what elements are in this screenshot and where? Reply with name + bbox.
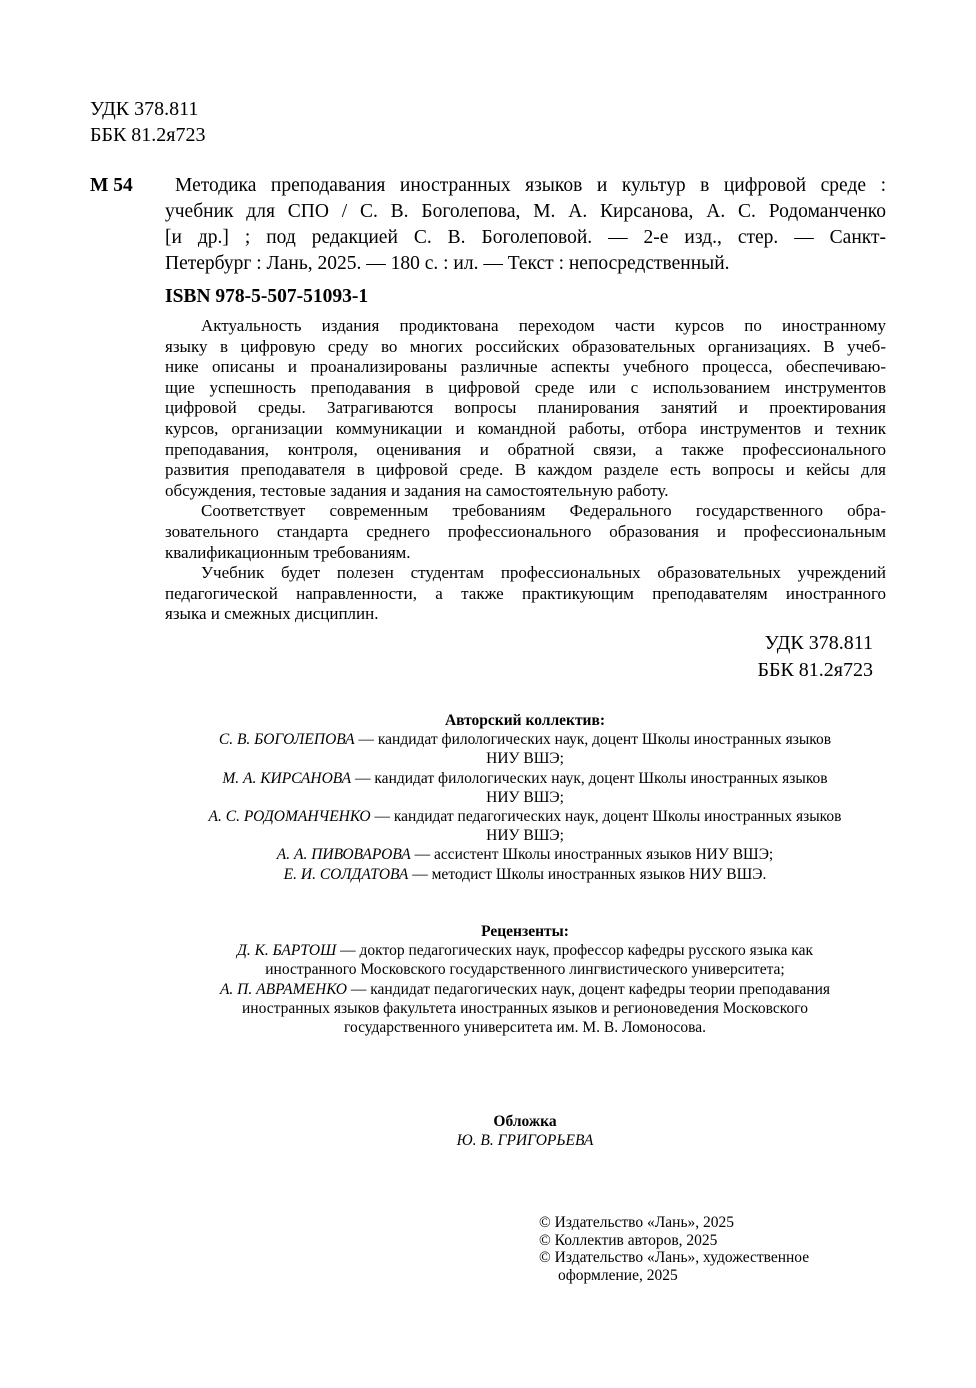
copyright-line: © Издательство «Лань», 2025	[539, 1214, 735, 1231]
author-desc: — ассистент Школы иностранных языков НИУ ВШЭ;	[410, 846, 774, 864]
biblio-line: Методика преподавания иностранных языков и культур в цифровой среде :	[175, 175, 886, 196]
author-desc: — кандидат филологических наук, доцент Школы иностранных языков	[354, 731, 832, 749]
cover-designer: Ю. В. ГРИГОРЬЕВА	[456, 1132, 594, 1150]
bibliographic-description	[165, 173, 886, 277]
author-name: А. С. РОДОМАНЧЕНКО	[208, 808, 371, 826]
annotation-line: развития преподавателя в цифровой среде. В каждом разделе есть вопросы и кейсы для	[165, 460, 886, 480]
author-desc: — кандидат педагогических наук, доцент Школы иностранных языков	[370, 808, 842, 826]
reviewer-name: Д. К. БАРТОШ	[237, 942, 337, 960]
annotation-line: Соответствует современным требованиям Федерального государственного обра-	[201, 501, 886, 521]
author-name: С. В. БОГОЛЕПОВА	[218, 731, 355, 749]
authors-heading: Авторский коллектив:	[444, 712, 606, 729]
annotation-line: квалификационным требованиям.	[165, 542, 411, 562]
biblio-line: [и др.] ; под редакцией С. В. Боголеповой. — 2-е изд., стер. — Санкт-	[165, 227, 886, 248]
copyright-line: оформление, 2025	[558, 1266, 678, 1284]
author-entry	[90, 845, 960, 864]
author-name: А. А. ПИВОВАРОВА	[276, 846, 411, 864]
author-desc-cont: НИУ ВШЭ;	[486, 750, 564, 768]
reviewers-section	[90, 922, 960, 1037]
copyright-line: © Коллектив авторов, 2025	[539, 1231, 718, 1249]
biblio-line: учебник для СПО / С. В. Боголепова, М. А. Кирсанова, А. С. Родоманченко	[165, 201, 886, 222]
copyright-line: © Издательство «Лань», художественное	[539, 1249, 810, 1266]
annotation-line: преподавания, контроля, оценивания и обратной связи, а также профессионального	[165, 439, 886, 459]
annotation-line: курсов, организации коммуникации и командной работы, отбора инструментов и техник	[165, 418, 886, 438]
annotation-line: зовательного стандарта среднего профессионального образования и профессиональным	[165, 521, 886, 541]
reviewer-entry	[90, 980, 960, 999]
reviewer-name: А. П. АВРАМЕНКО	[219, 980, 347, 998]
author-entry	[90, 865, 960, 884]
bbk-code-right: ББК 81.2я723	[757, 659, 873, 681]
annotation-line: нике описаны и проанализированы различные аспекты учебного процесса, обеспечиваю-	[165, 357, 886, 377]
annotation-line: языка и смежных дисциплин.	[165, 604, 379, 624]
annotation-line: щие успешность преподавания в цифровой среде или с использованием инструментов	[165, 377, 886, 397]
annotation-line: языку в цифровую среду во многих российских образовательных организациях. В учеб-	[165, 336, 886, 356]
reviewers-heading: Рецензенты:	[481, 923, 569, 940]
udk-code-right: УДК 378.811	[764, 632, 873, 654]
reviewer-desc-cont: иностранного Московского государственного лингвистического университета;	[265, 961, 785, 979]
author-name: Е. И. СОЛДАТОВА	[283, 865, 409, 883]
author-desc-cont: НИУ ВШЭ;	[486, 788, 564, 806]
author-entry	[90, 769, 960, 788]
annotation-line: обсуждения, тестовые задания и задания на самостоятельную работу.	[165, 480, 669, 500]
author-desc: — методист Школы иностранных языков НИУ ВШЭ.	[408, 865, 767, 883]
author-desc: — кандидат филологических наук, доцент Школы иностранных языков	[351, 769, 828, 787]
reviewer-entry	[90, 941, 960, 960]
cover-heading: Обложка	[493, 1113, 557, 1130]
annotation-line: цифровой среды. Затрагиваются вопросы планирования занятий и проектирования	[165, 398, 886, 418]
authors-section	[90, 711, 960, 884]
annotation-line: педагогической направленности, а также практикующим преподавателям иностранного	[165, 583, 886, 603]
author-desc-cont: НИУ ВШЭ;	[486, 827, 564, 845]
author-entry	[90, 807, 960, 826]
reviewer-desc-cont: иностранных языков факультета иностранных языков и регионоведения Московского	[242, 999, 808, 1017]
isbn: ISBN 978-5-507-51093-1	[165, 286, 369, 307]
bbk-code-top: ББК 81.2я723	[90, 124, 206, 146]
reviewer-desc: — кандидат педагогических наук, доцент кафедры теории преподавания	[346, 980, 831, 998]
author-mark: М 54	[90, 175, 133, 196]
cover-section	[90, 1112, 960, 1150]
annotation-line: Учебник будет полезен студентам профессиональных образовательных учреждений	[201, 563, 886, 583]
udk-code-top: УДК 378.811	[90, 98, 199, 120]
annotation	[165, 316, 886, 625]
udk-bbk-right	[600, 630, 873, 684]
annotation-line: Актуальность издания продиктована переходом части курсов по иностранному	[201, 316, 886, 335]
udk-bbk-header	[90, 96, 206, 148]
author-name: М. А. КИРСАНОВА	[222, 769, 352, 787]
copyright-block	[539, 1214, 809, 1284]
reviewer-desc: — доктор педагогических наук, профессор кафедры русского языка как	[336, 942, 813, 960]
reviewer-desc-cont: государственного университета им. М. В. Ломоносова.	[343, 1019, 707, 1037]
biblio-line: Петербург : Лань, 2025. — 180 с. : ил. — Текст : непосредственный.	[165, 253, 730, 274]
author-entry	[90, 730, 960, 749]
